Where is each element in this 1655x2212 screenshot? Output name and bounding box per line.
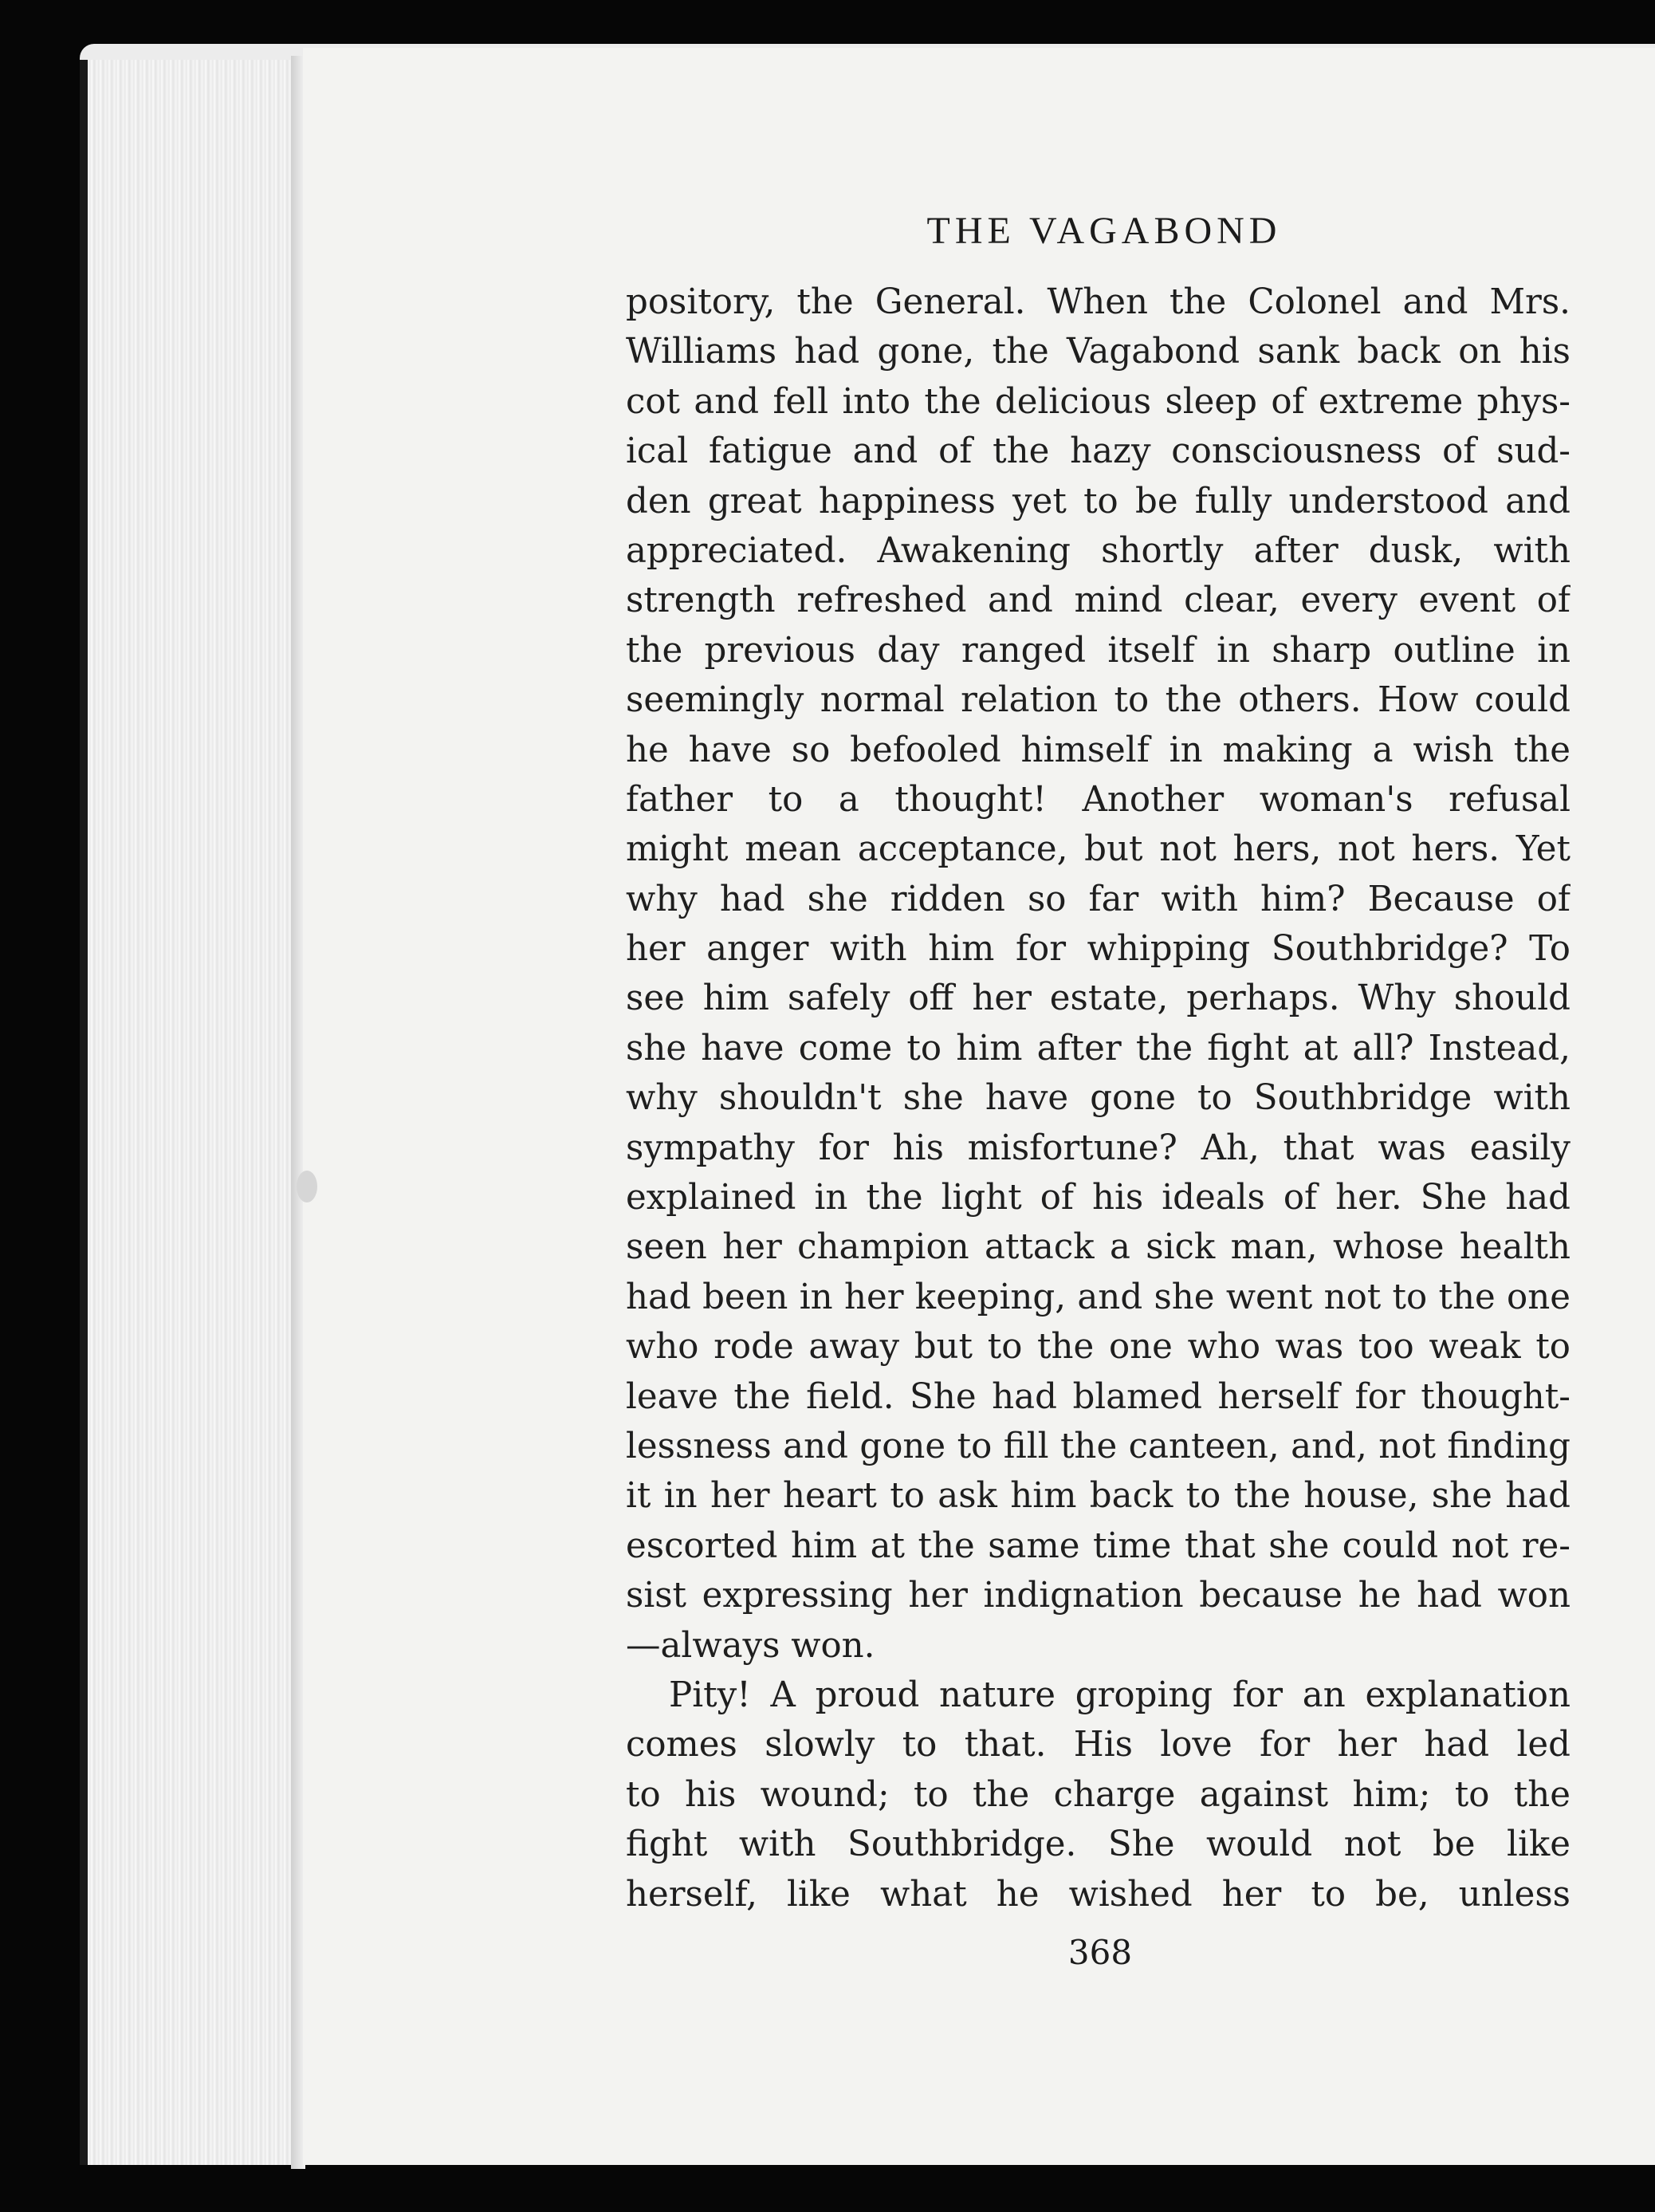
page-number: 368 [1067,1933,1133,1972]
text-line: seen her champion attack a sick man, whose health [626,1227,1570,1268]
text-line: strength refreshed and mind clear, every event of [626,581,1570,621]
text-line: sympathy for his misfortune? Ah, that was easily [626,1128,1570,1168]
text-line: Pity! A proud nature groping for an explanation [669,1675,1570,1715]
text-line: appreciated. Awakening shortly after dusk, with [626,530,1570,571]
body-text [626,277,1570,1919]
text-line: she have come to him after the fight at all? Instead, [626,1028,1570,1069]
page-edges [80,60,295,2165]
text-line: pository, the General. When the Colonel and Mrs. [626,282,1570,322]
text-line: Williams had gone, the Vagabond sank back on his [626,332,1570,372]
text-line: leave the field. She had blamed herself for thought- [626,1376,1570,1417]
text-line: seemingly normal relation to the others. How could [626,680,1570,721]
text-line: see him safely off her estate, perhaps. Why should [626,978,1570,1019]
running-head: THE VAGABOND [926,210,1282,252]
text-line: might mean acceptance, but not hers, not hers. Yet [626,829,1570,870]
text-line: escorted him at the same time that she could not re- [626,1525,1570,1566]
text-line: ical fatigue and of the hazy consciousness of sud- [626,431,1570,472]
text-line: why shouldn't she have gone to Southbridge with [626,1078,1570,1119]
text-line: the previous day ranged itself in sharp outline in [626,630,1570,671]
text-line: sist expressing her indignation because he had won [626,1576,1570,1616]
text-line: den great happiness yet to be fully understood and [626,481,1570,522]
text-line: it in her heart to ask him back to the house, she had [626,1476,1570,1517]
text-line: herself, like what he wished her to be, unless [626,1874,1570,1915]
text-line: why had she ridden so far with him? Because of [626,879,1570,919]
text-line: her anger with him for whipping Southbridge? To [626,929,1570,970]
paper-blemish [297,1171,317,1202]
text-line: to his wound; to the charge against him; to the [626,1774,1570,1815]
text-line: lessness and gone to fill the canteen, and, not finding [626,1426,1570,1466]
text-line: who rode away but to the one who was too weak to [626,1327,1570,1368]
text-line: father to a thought! Another woman's refusal [626,779,1570,820]
text-line: —always won. [626,1625,875,1666]
text-line: fight with Southbridge. She would not be like [626,1824,1570,1865]
text-line: had been in her keeping, and she went not to the one [626,1277,1570,1317]
text-line: he have so befooled himself in making a wish the [626,730,1570,770]
text-line: cot and fell into the delicious sleep of extreme phys- [626,381,1570,422]
text-line: comes slowly to that. His love for her had led [626,1725,1570,1765]
text-line: explained in the light of his ideals of her. She had [626,1178,1570,1218]
